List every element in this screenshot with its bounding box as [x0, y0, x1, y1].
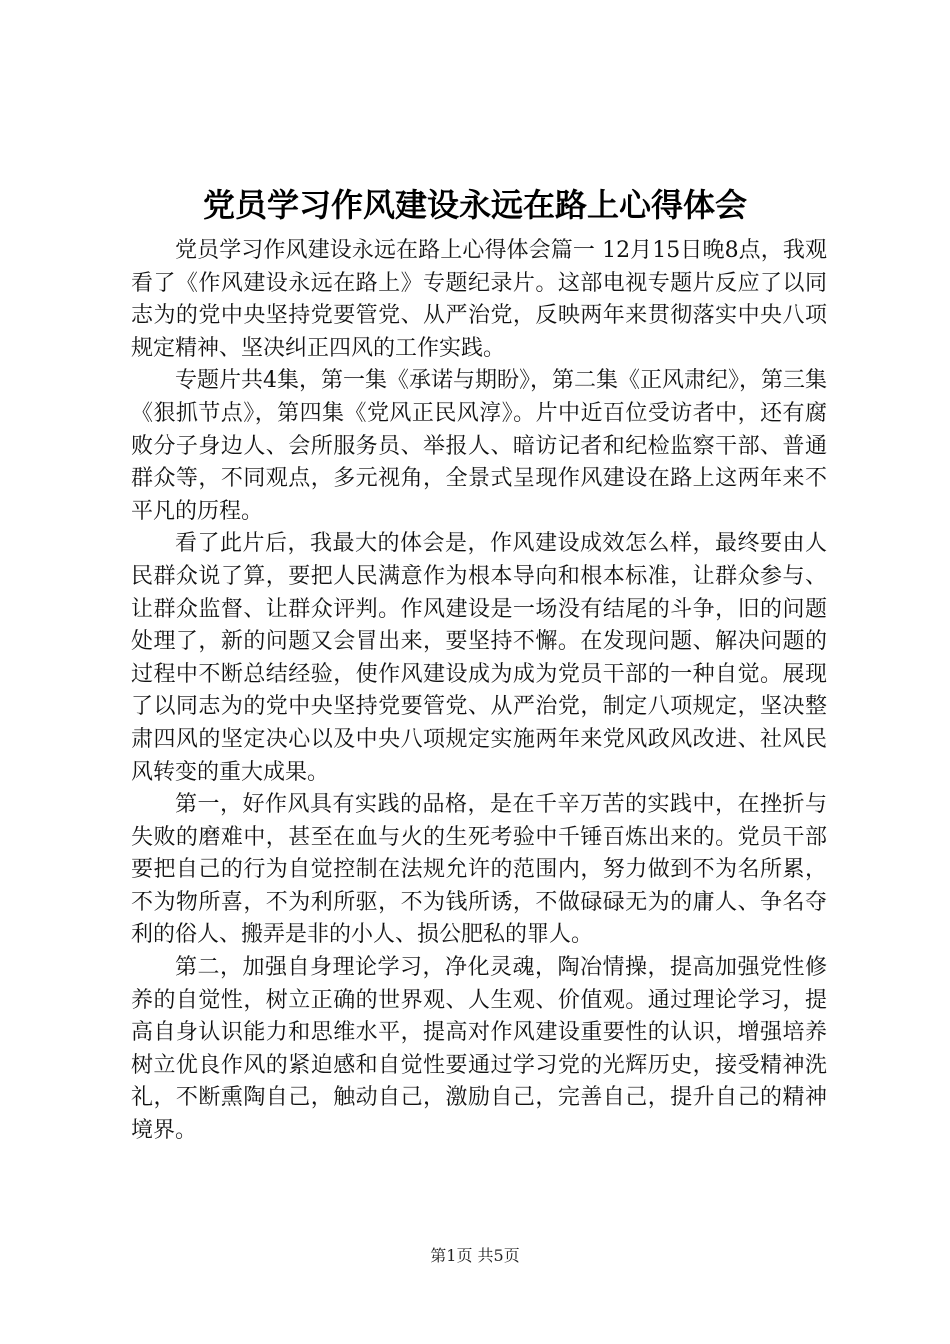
paragraph-3: 看了此片后，我最大的体会是，作风建设成效怎么样，最终要由人民群众说了算，要把人民满意作为根本导向和根本标准，让群众参与、让群众监督、让群众评判。作风建设是一场没有结尾的斗争，旧的问题处理了，新的问题又会冒出来，要坚持不懈。在发现问题、解决问题的过程中不断总结经验，使作风建设成为成为党员干部的一种自觉。展现了以同志为的党中央坚持党要管党、从严治党，制定八项规定，坚决整肃四风的坚定决心以及中央八项规定实施两年来党风政风改进、社风民风转变的重大成果。 [131, 531, 827, 785]
paragraph-2: 专题片共4集，第一集《承诺与期盼》，第二集《正风肃纪》，第三集《狠抓节点》，第四集《党风正民风淳》。片中近百位受访者中，还有腐败分子身边人、会所服务员、举报人、暗访记者和纪检监察干部、普通群众等，不同观点，多元视角，全景式呈现作风建设在路上这两年来不平凡的历程。 [131, 368, 827, 524]
document-title: 党员学习作风建设永远在路上心得体会 [202, 186, 747, 224]
paragraph-5: 第二，加强自身理论学习，净化灵魂，陶冶情操，提高加强党性修养的自觉性，树立正确的世界观、人生观、价值观。通过理论学习，提高自身认识能力和思维水平，提高对作风建设重要性的认识，增强培养树立优良作风的紧迫感和自觉性要通过学习党的光辉历史，接受精神洗礼，不断熏陶自己，触动自己，激励自己，完善自己，提升自己的精神境界。 [131, 955, 827, 1144]
paragraph-1: 党员学习作风建设永远在路上心得体会篇一 12月15日晚8点，我观看了《作风建设永远在路上》专题纪录片。这部电视专题片反应了以同志为的党中央坚持党要管党、从严治党，反映两年来贯彻落实中央八项规定精神、坚决纠正四风的工作实践。 [131, 238, 827, 361]
page-footer: 第1页 共5页 [430, 1246, 520, 1265]
paragraph-4: 第一，好作风具有实践的品格，是在千辛万苦的实践中，在挫折与失败的磨难中，甚至在血与火的生死考验中千锤百炼出来的。党员干部要把自己的行为自觉控制在法规允许的范围内，努力做到不为名所累，不为物所喜，不为利所驱，不为钱所诱，不做碌碌无为的庸人、争名夺利的俗人、搬弄是非的小人、损公肥私的罪人。 [131, 792, 827, 948]
document-body [131, 235, 827, 1148]
